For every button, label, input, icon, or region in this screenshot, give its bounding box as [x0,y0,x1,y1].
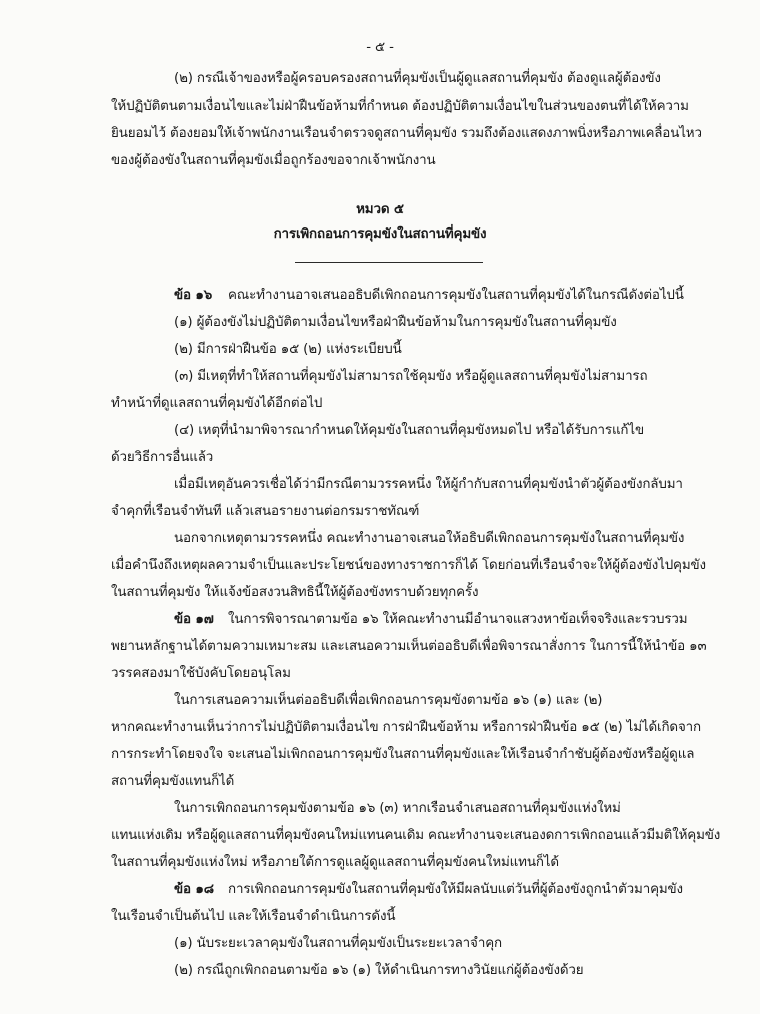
text-line: ของผู้ต้องขังในสถานที่คุมขังเมื่อถูกร้องขอจากเจ้าพนักงาน [111,153,436,168]
text-line: (๒) กรณีเจ้าของหรือผู้ครอบครองสถานที่คุมขังเป็นผู้ดูแลสถานที่คุมขัง ต้องดูแลผู้ต้องขัง [174,71,661,86]
text-line: แทนแห่งเดิม หรือผู้ดูแลสถานที่คุมขังคนใหม่แทนคนเดิม คณะทำงานจะเสนองดการเพิกถอนแล้วมีมติให้คุมขัง [111,828,721,843]
text-line: (๔) เหตุที่นำมาพิจารณากำหนดให้คุมขังในสถานที่คุมขังหมดไป หรือได้รับการแก้ไข [174,423,644,438]
text-line: (๓) มีเหตุที่ทำให้สถานที่คุมขังไม่สามารถใช้คุมขัง หรือผู้ดูแลสถานที่คุมขังไม่สามารถ [174,369,648,384]
text-line: ในการพิจารณาตามข้อ ๑๖ ให้คณะทำงานมีอำนาจแสวงหาข้อเท็จจริงและรวบรวม [228,612,688,627]
chapter-title: การเพิกถอนการคุมขังในสถานที่คุมขัง [273,227,487,242]
text-line: (๒) มีการฝ่าฝืนข้อ ๑๕ (๒) แห่งระเบียบนี้ [174,342,402,357]
text-line: (๑) ผู้ต้องขังไม่ปฏิบัติตามเงื่อนไขหรือฝ่าฝืนข้อห้ามในการคุมขังในสถานที่คุมขัง [174,315,617,330]
text-line: จำคุกที่เรือนจำทันที แล้วเสนอรายงานต่อกรมราชทัณฑ์ [111,504,420,519]
text-line: คณะทำงานอาจเสนออธิบดีเพิกถอนการคุมขังในสถานที่คุมขังได้ในกรณีดังต่อไปนี้ [228,288,684,303]
clause-label: ข้อ ๑๗ [174,612,214,627]
text-line: สถานที่คุมขังแทนก็ได้ [111,774,235,789]
text-line: (๒) กรณีถูกเพิกถอนตามข้อ ๑๖ (๑) ให้ดำเนินการทางวินัยแก่ผู้ต้องขังด้วย [174,963,584,978]
section-divider [295,262,483,263]
text-line: ในเรือนจำเป็นต้นไป และให้เรือนจำดำเนินการดังนี้ [111,909,396,924]
chapter-number: หมวด ๕ [356,202,404,217]
text-line: ในสถานที่คุมขัง ให้แจ้งข้อสงวนสิทธินี้ให้ผู้ต้องขังทราบด้วยทุกครั้ง [111,585,479,600]
clause-label: ข้อ ๑๖ [174,288,213,303]
text-line: ในการเพิกถอนการคุมขังตามข้อ ๑๖ (๓) หากเรือนจำเสนอสถานที่คุมขังแห่งใหม่ [174,801,621,816]
text-line: วรรคสองมาใช้บังคับโดยอนุโลม [111,666,291,681]
text-line: ด้วยวิธีการอื่นแล้ว [111,450,214,465]
text-line: ในการเสนอความเห็นต่ออธิบดีเพื่อเพิกถอนการคุมขังตามข้อ ๑๖ (๑) และ (๒) [174,693,603,708]
clause-label: ข้อ ๑๘ [174,882,214,897]
text-line: ในสถานที่คุมขังแห่งใหม่ หรือภายใต้การดูแลผู้ดูแลสถานที่คุมขังคนใหม่แทนก็ได้ [111,855,559,870]
text-line: ให้ปฏิบัติตนตามเงื่อนไขและไม่ฝ่าฝืนข้อห้ามที่กำหนด ต้องปฏิบัติตามเงื่อนไขในส่วนของตนที่ได้ให้ความ [111,99,689,114]
text-line: ยินยอมไว้ ต้องยอมให้เจ้าพนักงานเรือนจำตรวจดูสถานที่คุมขัง รวมถึงต้องแสดงภาพนิ่งหรือภาพเคลื่อนไหว [111,126,702,141]
text-line: พยานหลักฐานได้ตามความเหมาะสม และเสนอความเห็นต่ออธิบดีเพื่อพิจารณาสั่งการ ในการนี้ให้นำข้อ ๑๓ [111,639,707,654]
text-line: ทำหน้าที่ดูแลสถานที่คุมขังได้อีกต่อไป [111,396,323,411]
page-number: - ๕ - [366,40,394,55]
text-line: (๑) นับระยะเวลาคุมขังในสถานที่คุมขังเป็นระยะเวลาจำคุก [174,936,502,951]
text-line: นอกจากเหตุตามวรรคหนึ่ง คณะทำงานอาจเสนอให้อธิบดีเพิกถอนการคุมขังในสถานที่คุมขัง [174,531,685,546]
text-line: หากคณะทำงานเห็นว่าการไม่ปฏิบัติตามเงื่อนไข การฝ่าฝืนข้อห้าม หรือการฝ่าฝืนข้อ ๑๕ (๒) ไม่ได้เกิดจาก [111,720,701,735]
text-line: การกระทำโดยจงใจ จะเสนอไม่เพิกถอนการคุมขังในสถานที่คุมขังและให้เรือนจำกำชับผู้ต้องขังหรือผู้ดูแล [111,747,695,762]
text-line: เมื่อมีเหตุอันควรเชื่อได้ว่ามีกรณีตามวรรคหนึ่ง ให้ผู้กำกับสถานที่คุมขังนำตัวผู้ต้องขังกลับมา [174,477,683,492]
text-line: เมื่อคำนึงถึงเหตุผลความจำเป็นและประโยชน์ของทางราชการก็ได้ โดยก่อนที่เรือนจำจะให้ผู้ต้องขังไปคุมขัง [111,558,706,573]
text-line: การเพิกถอนการคุมขังในสถานที่คุมขังให้มีผลนับแต่วันที่ผู้ต้องขังถูกนำตัวมาคุมขัง [228,882,683,897]
